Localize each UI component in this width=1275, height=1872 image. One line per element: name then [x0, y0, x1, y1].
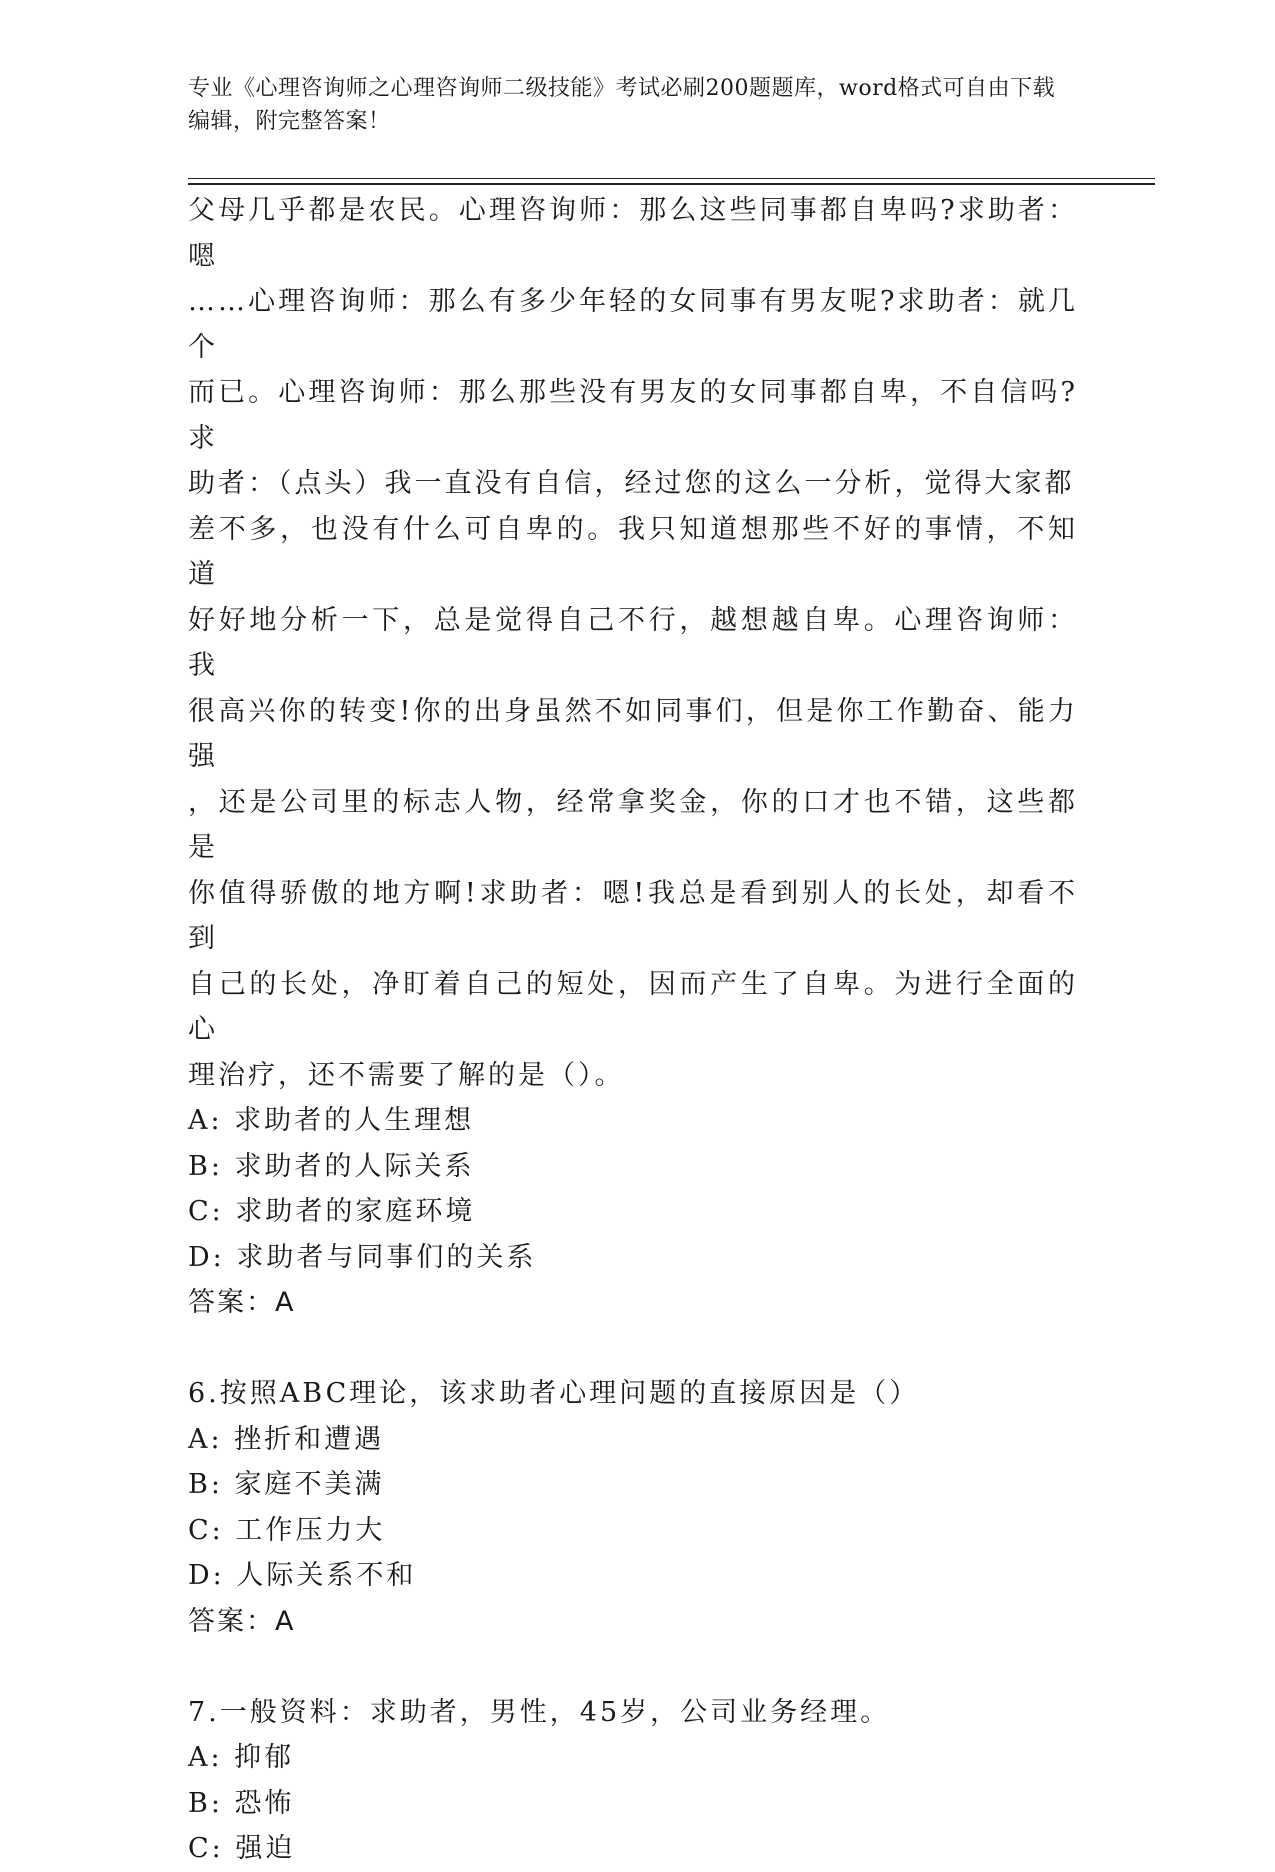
option-a: A: 求助者的人生理想: [188, 1105, 475, 1136]
option-c: C: 求助者的家庭环境: [188, 1196, 476, 1227]
question-7: [188, 1690, 1078, 1872]
passage-line: 你值得骄傲的地方啊!求助者：嗯!我总是看到别人的长处，却看不到: [188, 877, 1078, 954]
option-b: B: 家庭不美满: [188, 1469, 385, 1500]
question-text: 7.一般资料：求助者，男性，45岁，公司业务经理。: [188, 1696, 891, 1728]
passage-line: 父母几乎都是农民。心理咨询师：那么这些同事都自卑吗?求助者：嗯: [188, 195, 1078, 272]
answer: 答案：A: [188, 1287, 296, 1318]
option-a: A: 抑郁: [188, 1742, 295, 1773]
option-d: D: 人际关系不和: [188, 1560, 417, 1591]
header-rule-thick: [188, 183, 1155, 185]
passage-line: 差不多，也没有什么可自卑的。我只知道想那些不好的事情，不知道: [188, 513, 1078, 590]
spacer: [188, 1644, 1078, 1690]
option-c: C: 强迫: [188, 1833, 296, 1864]
passage-line: 很高兴你的转变!你的出身虽然不如同事们，但是你工作勤奋、能力强: [188, 695, 1078, 772]
option-b: B: 恐怖: [188, 1787, 295, 1819]
passage-line: 理治疗，还不需要了解的是（）。: [188, 1059, 625, 1091]
option-b: B: 求助者的人际关系: [188, 1150, 475, 1182]
passage-line: 助者：（点头）我一直没有自信，经过您的这么一分析，觉得大家都: [188, 468, 1075, 499]
passage-line: ……心理咨询师：那么有多少年轻的女同事有男友呢?求助者：就几个: [188, 286, 1078, 363]
option-c: C: 工作压力大: [188, 1514, 386, 1546]
passage-line: 而已。心理咨询师：那么那些没有男友的女同事都自卑，不自信吗?求: [188, 377, 1078, 454]
question-6: [188, 1371, 1078, 1644]
passage-line: 好好地分析一下，总是觉得自己不行，越想越自卑。心理咨询师：我: [188, 604, 1078, 681]
passage-line: 自己的长处，净盯着自己的短处，因而产生了自卑。为进行全面的心: [188, 968, 1078, 1045]
document-header-title: 专业《心理咨询师之心理咨询师二级技能》考试必刷200题题库，word格式可自由下载编辑，附完整答案！: [188, 76, 1056, 134]
question-5-options: [188, 1098, 1078, 1326]
document-body: [188, 188, 1078, 1872]
question-5-passage: [188, 188, 1078, 1098]
header-rule-thin: [188, 178, 1155, 179]
question-text: 6.按照ABC理论，该求助者心理问题的直接原因是（）: [188, 1378, 920, 1409]
spacer: [188, 1326, 1078, 1372]
answer: 答案：A: [188, 1605, 296, 1637]
passage-line: ，还是公司里的标志人物，经常拿奖金，你的口才也不错，这些都是: [188, 786, 1078, 863]
option-a: A: 挫折和遭遇: [188, 1423, 385, 1455]
option-d: D: 求助者与同事们的关系: [188, 1241, 537, 1273]
